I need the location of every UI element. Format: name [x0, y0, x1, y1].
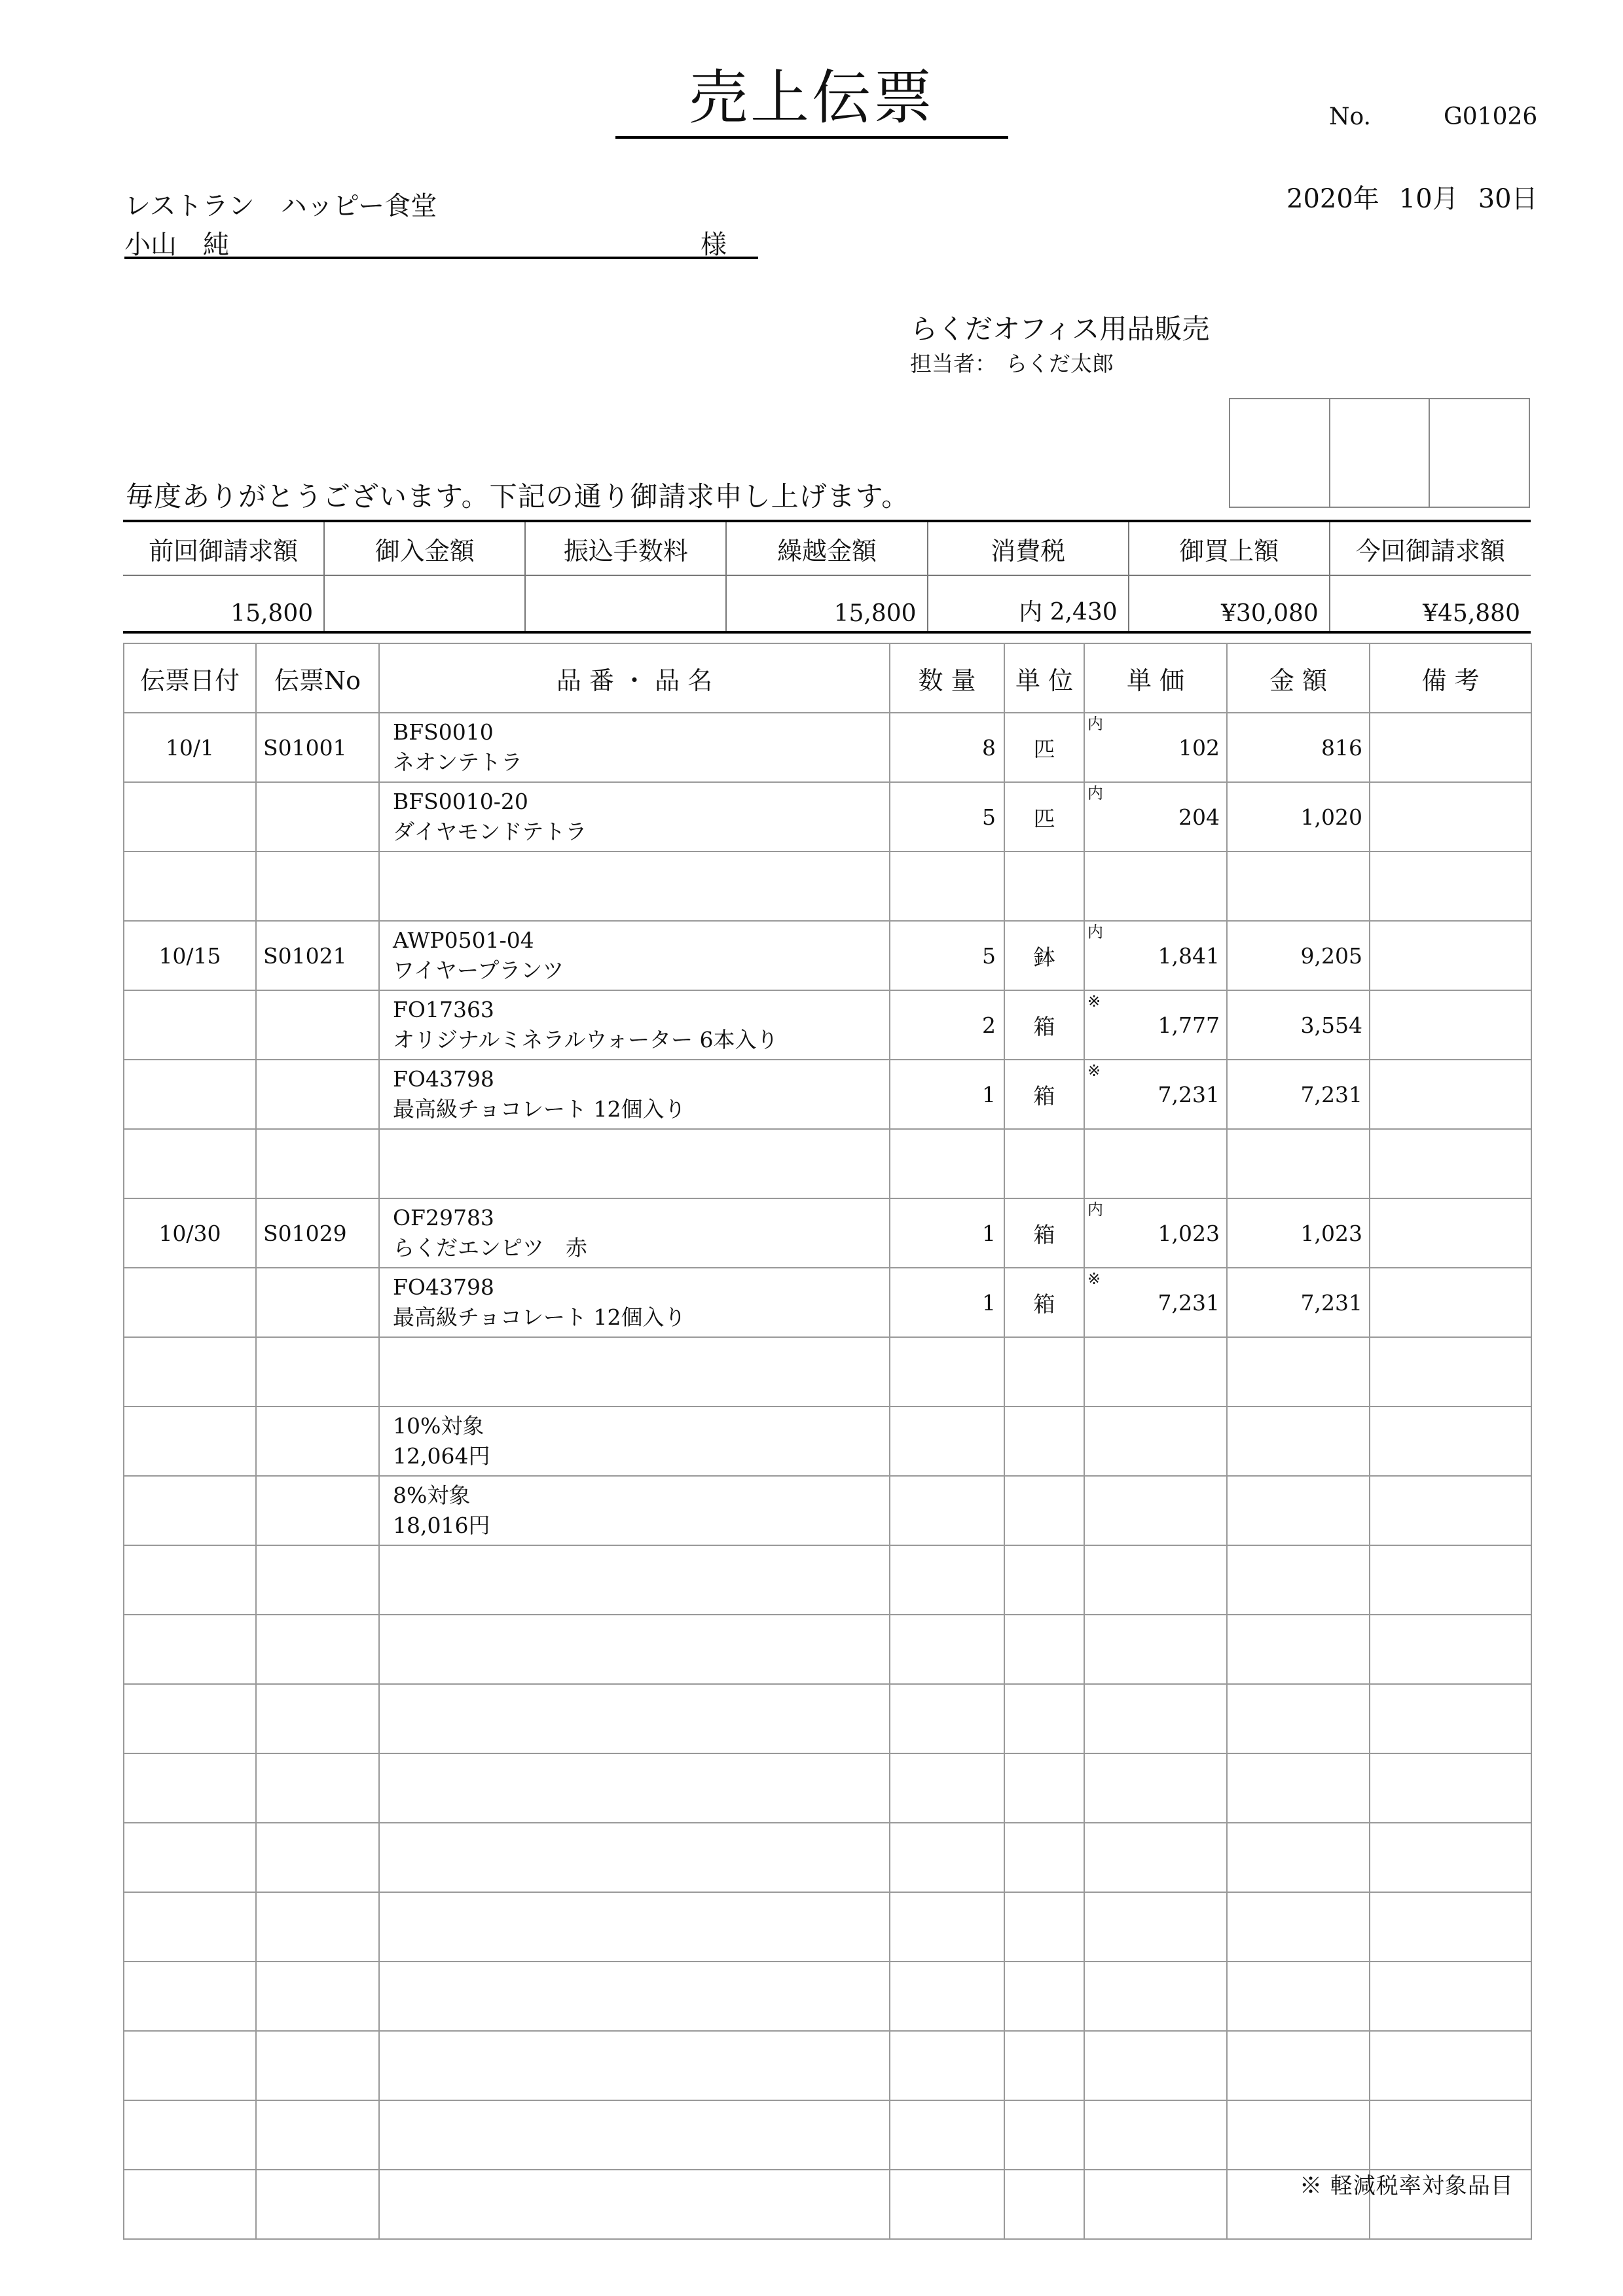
summary-header: 御買上額 [1129, 521, 1330, 575]
cell-amount [1227, 2031, 1370, 2100]
cell-qty: 5 [890, 921, 1004, 990]
cell-slip [256, 990, 379, 1060]
cell-amount [1227, 2100, 1370, 2170]
cell-price [1084, 921, 1227, 990]
cell-price [1084, 1823, 1227, 1892]
cell-date [124, 1753, 256, 1823]
table-row [124, 1753, 1531, 1823]
cell-amount: 9,205 [1227, 921, 1370, 990]
item-name: ネオンテトラ [393, 749, 522, 775]
item-code: 10%対象 [393, 1412, 484, 1439]
cell-note [1370, 1337, 1531, 1407]
cell-price [1084, 2170, 1227, 2239]
cell-date [124, 2031, 256, 2100]
cell-unit [1004, 1892, 1084, 1962]
cell-date [124, 1615, 256, 1684]
cell-date [124, 782, 256, 852]
cell-item [379, 1892, 890, 1962]
summary-value: 15,800 [726, 575, 927, 632]
cell-qty [890, 1337, 1004, 1407]
cell-qty: 2 [890, 990, 1004, 1060]
cell-note [1370, 1823, 1531, 1892]
items-body [124, 713, 1531, 2239]
slip-number-label: No. [1329, 103, 1371, 130]
cell-date [124, 2170, 256, 2239]
cell-slip: S01001 [256, 713, 379, 782]
cell-unit: 箱 [1004, 1198, 1084, 1268]
cell-price [1084, 1129, 1227, 1198]
cell-qty [890, 1476, 1004, 1545]
cell-slip [256, 1962, 379, 2031]
cell-slip: S01029 [256, 1198, 379, 1268]
cell-unit: 鉢 [1004, 921, 1084, 990]
cell-date [124, 2100, 256, 2170]
cell-price [1084, 852, 1227, 921]
cell-amount: 1,023 [1227, 1198, 1370, 1268]
cell-qty [890, 2170, 1004, 2239]
item-code: OF29783 [393, 1204, 494, 1230]
cell-qty [890, 1407, 1004, 1476]
item-code: FO43798 [393, 1274, 494, 1300]
table-row [124, 1684, 1531, 1753]
seller-staff-label: 担当者： [910, 351, 996, 376]
cell-qty [890, 1129, 1004, 1198]
item-code: FO17363 [393, 996, 494, 1022]
unit-price: 7,231 [1158, 1081, 1220, 1107]
cell-amount: 7,231 [1227, 1268, 1370, 1337]
summary-value: ¥45,880 [1330, 575, 1531, 632]
summary-header: 消費税 [928, 521, 1129, 575]
tax-mark: ※ [1087, 1270, 1101, 1288]
cell-amount [1227, 852, 1370, 921]
item-name: らくだエンピツ 赤 [393, 1235, 587, 1261]
document-title: 売上伝票 [689, 63, 935, 132]
cell-date [124, 1268, 256, 1337]
unit-price: 7,231 [1158, 1289, 1220, 1316]
cell-price [1084, 1684, 1227, 1753]
tax-mark: 内 [1087, 923, 1103, 941]
tax-mark: 内 [1087, 784, 1103, 802]
footnote: ※ 軽減税率対象品目 [1300, 2173, 1514, 2199]
table-row [124, 990, 1531, 1060]
cell-date [124, 1337, 256, 1407]
slip-number-value: G01026 [1444, 103, 1538, 130]
cell-note [1370, 1268, 1531, 1337]
cell-qty [890, 1823, 1004, 1892]
cell-slip [256, 852, 379, 921]
cell-slip [256, 1476, 379, 1545]
cell-note [1370, 990, 1531, 1060]
items-header-unit: 単 位 [1004, 643, 1084, 713]
cell-item [379, 1684, 890, 1753]
cell-note [1370, 921, 1531, 990]
cell-note [1370, 1129, 1531, 1198]
cell-date [124, 1823, 256, 1892]
cell-item [379, 1060, 890, 1129]
customer-honorific: 様 [701, 230, 727, 260]
cell-note [1370, 1198, 1531, 1268]
cell-item [379, 713, 890, 782]
cell-price [1084, 782, 1227, 852]
summary-header: 振込手数料 [525, 521, 726, 575]
cell-amount [1227, 1545, 1370, 1615]
item-name: 18,016円 [393, 1513, 490, 1538]
items-table [123, 643, 1532, 2240]
customer-person: 小山 純 [124, 230, 229, 260]
item-code: AWP0501-04 [393, 927, 534, 953]
summary-header: 繰越金額 [726, 521, 927, 575]
cell-unit [1004, 1129, 1084, 1198]
cell-date [124, 1545, 256, 1615]
table-row [124, 2100, 1531, 2170]
cell-unit [1004, 1823, 1084, 1892]
cell-unit [1004, 2170, 1084, 2239]
cell-date: 10/1 [124, 713, 256, 782]
cell-item [379, 1615, 890, 1684]
cell-qty [890, 1892, 1004, 1962]
items-header-slip: 伝票No [256, 643, 379, 713]
cell-date [124, 852, 256, 921]
cell-note [1370, 1615, 1531, 1684]
unit-price: 1,841 [1158, 942, 1220, 969]
cell-amount: 7,231 [1227, 1060, 1370, 1129]
cell-slip [256, 1407, 379, 1476]
unit-price: 204 [1178, 804, 1220, 830]
stamp-box [1430, 399, 1529, 507]
cell-slip [256, 1615, 379, 1684]
table-row [124, 713, 1531, 782]
table-row [124, 1337, 1531, 1407]
cell-slip [256, 1892, 379, 1962]
cell-unit [1004, 2031, 1084, 2100]
cell-slip: S01021 [256, 921, 379, 990]
cell-unit [1004, 1753, 1084, 1823]
cell-amount: 3,554 [1227, 990, 1370, 1060]
cell-qty [890, 2031, 1004, 2100]
tax-mark: ※ [1087, 1062, 1101, 1080]
cell-unit [1004, 1962, 1084, 2031]
stamp-box [1330, 399, 1431, 507]
cell-qty [890, 1962, 1004, 2031]
cell-price [1084, 1407, 1227, 1476]
table-row [124, 852, 1531, 921]
cell-price [1084, 2100, 1227, 2170]
cell-slip [256, 1337, 379, 1407]
unit-price: 1,023 [1158, 1220, 1220, 1246]
summary-table [123, 520, 1531, 634]
cell-unit [1004, 1407, 1084, 1476]
table-row [124, 1962, 1531, 2031]
customer-underline [124, 257, 758, 259]
item-name: 12,064円 [393, 1443, 490, 1469]
summary-header: 今回御請求額 [1330, 521, 1531, 575]
cell-unit [1004, 1476, 1084, 1545]
cell-unit [1004, 1337, 1084, 1407]
cell-item [379, 1337, 890, 1407]
tax-mark: 内 [1087, 1200, 1103, 1219]
cell-unit [1004, 1545, 1084, 1615]
cell-item [379, 990, 890, 1060]
cell-item [379, 1198, 890, 1268]
item-name: オリジナルミネラルウォーター 6本入り [393, 1027, 778, 1052]
cell-date [124, 1684, 256, 1753]
cell-amount [1227, 1684, 1370, 1753]
cell-slip [256, 1060, 379, 1129]
tax-mark: ※ [1087, 992, 1101, 1011]
cell-price [1084, 1615, 1227, 1684]
unit-price: 1,777 [1158, 1012, 1220, 1038]
cell-slip [256, 1129, 379, 1198]
cell-amount [1227, 1476, 1370, 1545]
unit-price: 102 [1178, 734, 1220, 761]
cell-item [379, 2170, 890, 2239]
cell-price [1084, 1892, 1227, 1962]
cell-note [1370, 1892, 1531, 1962]
seller-staff-name: らくだ太郎 [1006, 351, 1114, 376]
item-code: 8%対象 [393, 1482, 471, 1508]
cell-date [124, 1407, 256, 1476]
cell-price [1084, 713, 1227, 782]
summary-header-row [123, 521, 1531, 575]
cell-item [379, 2100, 890, 2170]
items-header-row [124, 643, 1531, 713]
cell-amount [1227, 1753, 1370, 1823]
cell-item [379, 1962, 890, 2031]
table-row [124, 1615, 1531, 1684]
cell-note [1370, 713, 1531, 782]
summary-header: 御入金額 [324, 521, 525, 575]
cell-amount [1227, 1892, 1370, 1962]
cell-note [1370, 1684, 1531, 1753]
cell-note [1370, 1407, 1531, 1476]
items-header-date: 伝票日付 [124, 643, 256, 713]
cell-item [379, 852, 890, 921]
cell-amount [1227, 1407, 1370, 1476]
cell-date: 10/30 [124, 1198, 256, 1268]
cell-qty: 1 [890, 1060, 1004, 1129]
cell-amount: 816 [1227, 713, 1370, 782]
cell-item [379, 1407, 890, 1476]
cell-note [1370, 1962, 1531, 2031]
cell-unit: 匹 [1004, 713, 1084, 782]
cell-item [379, 2031, 890, 2100]
cell-unit: 匹 [1004, 782, 1084, 852]
cell-qty [890, 1753, 1004, 1823]
table-row [124, 1476, 1531, 1545]
stamp-boxes [1229, 398, 1530, 508]
table-row [124, 1060, 1531, 1129]
tax-mark: 内 [1087, 715, 1103, 733]
table-row [124, 1129, 1531, 1198]
cell-date [124, 1129, 256, 1198]
cell-amount [1227, 1962, 1370, 2031]
seller-staff [910, 347, 1114, 378]
cell-date [124, 1892, 256, 1962]
summary-header: 前回御請求額 [123, 521, 324, 575]
cell-date [124, 1476, 256, 1545]
cell-price [1084, 1060, 1227, 1129]
items-header-qty: 数 量 [890, 643, 1004, 713]
cell-unit [1004, 1684, 1084, 1753]
cell-slip [256, 2031, 379, 2100]
cell-slip [256, 1753, 379, 1823]
item-name: ダイヤモンドテトラ [393, 819, 587, 844]
greeting-message: 毎度ありがとうございます。下記の通り御請求申し上げます。 [126, 480, 910, 512]
cell-slip [256, 2170, 379, 2239]
cell-price [1084, 1198, 1227, 1268]
cell-unit [1004, 1615, 1084, 1684]
summary-value: 15,800 [123, 575, 324, 632]
cell-price [1084, 1545, 1227, 1615]
cell-price [1084, 2031, 1227, 2100]
issue-date-month: 10月 [1398, 184, 1459, 214]
cell-unit: 箱 [1004, 990, 1084, 1060]
cell-note [1370, 2100, 1531, 2170]
cell-note [1370, 1753, 1531, 1823]
cell-qty [890, 2100, 1004, 2170]
stamp-box [1230, 399, 1330, 507]
cell-item [379, 1476, 890, 1545]
table-row [124, 1545, 1531, 1615]
cell-unit [1004, 2100, 1084, 2170]
item-code: BFS0010-20 [393, 788, 528, 814]
cell-unit: 箱 [1004, 1268, 1084, 1337]
cell-qty [890, 1545, 1004, 1615]
item-code: FO43798 [393, 1066, 494, 1092]
cell-item [379, 921, 890, 990]
summary-value: ¥30,080 [1129, 575, 1330, 632]
cell-item [379, 1753, 890, 1823]
seller-name: らくだオフィス用品販売 [910, 313, 1210, 345]
summary-value [525, 575, 726, 632]
cell-note [1370, 1545, 1531, 1615]
cell-item [379, 1545, 890, 1615]
table-row [124, 782, 1531, 852]
summary-value-row [123, 575, 1531, 632]
cell-amount [1227, 1615, 1370, 1684]
item-name: ワイヤープランツ [393, 958, 564, 983]
cell-note [1370, 2031, 1531, 2100]
table-row [124, 1198, 1531, 1268]
customer-company: レストラン ハッピー食堂 [124, 191, 437, 221]
cell-qty [890, 852, 1004, 921]
cell-slip [256, 1545, 379, 1615]
cell-qty [890, 1615, 1004, 1684]
table-row [124, 2031, 1531, 2100]
issue-date-day: 30日 [1478, 184, 1538, 214]
summary-value: 内 2,430 [928, 575, 1129, 632]
cell-price [1084, 1337, 1227, 1407]
cell-note [1370, 852, 1531, 921]
table-row [124, 1892, 1531, 1962]
issue-date-year: 2020年 [1286, 184, 1379, 214]
cell-slip [256, 1268, 379, 1337]
cell-item [379, 1129, 890, 1198]
item-code: BFS0010 [393, 719, 494, 745]
cell-qty: 5 [890, 782, 1004, 852]
table-row [124, 1823, 1531, 1892]
table-row [124, 1268, 1531, 1337]
cell-amount [1227, 1337, 1370, 1407]
cell-qty: 1 [890, 1198, 1004, 1268]
cell-date [124, 1962, 256, 2031]
cell-price [1084, 1753, 1227, 1823]
cell-qty [890, 1684, 1004, 1753]
items-header-amount: 金 額 [1227, 643, 1370, 713]
summary-value [324, 575, 525, 632]
item-name: 最高級チョコレート 12個入り [393, 1096, 686, 1122]
cell-item [379, 782, 890, 852]
cell-unit [1004, 852, 1084, 921]
items-header-price: 単 価 [1084, 643, 1227, 713]
cell-note [1370, 1476, 1531, 1545]
cell-unit: 箱 [1004, 1060, 1084, 1129]
cell-price [1084, 990, 1227, 1060]
cell-date [124, 1060, 256, 1129]
cell-price [1084, 1962, 1227, 2031]
cell-qty: 1 [890, 1268, 1004, 1337]
cell-note [1370, 782, 1531, 852]
items-header-note: 備 考 [1370, 643, 1531, 713]
cell-item [379, 1268, 890, 1337]
cell-amount [1227, 1129, 1370, 1198]
cell-amount [1227, 1823, 1370, 1892]
cell-date [124, 990, 256, 1060]
cell-slip [256, 1684, 379, 1753]
cell-date: 10/15 [124, 921, 256, 990]
table-row [124, 921, 1531, 990]
table-row [124, 1407, 1531, 1476]
cell-amount: 1,020 [1227, 782, 1370, 852]
cell-slip [256, 2100, 379, 2170]
issue-date [1286, 178, 1538, 215]
cell-slip [256, 782, 379, 852]
cell-note [1370, 1060, 1531, 1129]
items-header-name: 品 番 ・ 品 名 [379, 643, 890, 713]
cell-price [1084, 1476, 1227, 1545]
cell-price [1084, 1268, 1227, 1337]
item-name: 最高級チョコレート 12個入り [393, 1304, 686, 1330]
cell-item [379, 1823, 890, 1892]
cell-slip [256, 1823, 379, 1892]
cell-qty: 8 [890, 713, 1004, 782]
title-underline [615, 136, 1008, 139]
